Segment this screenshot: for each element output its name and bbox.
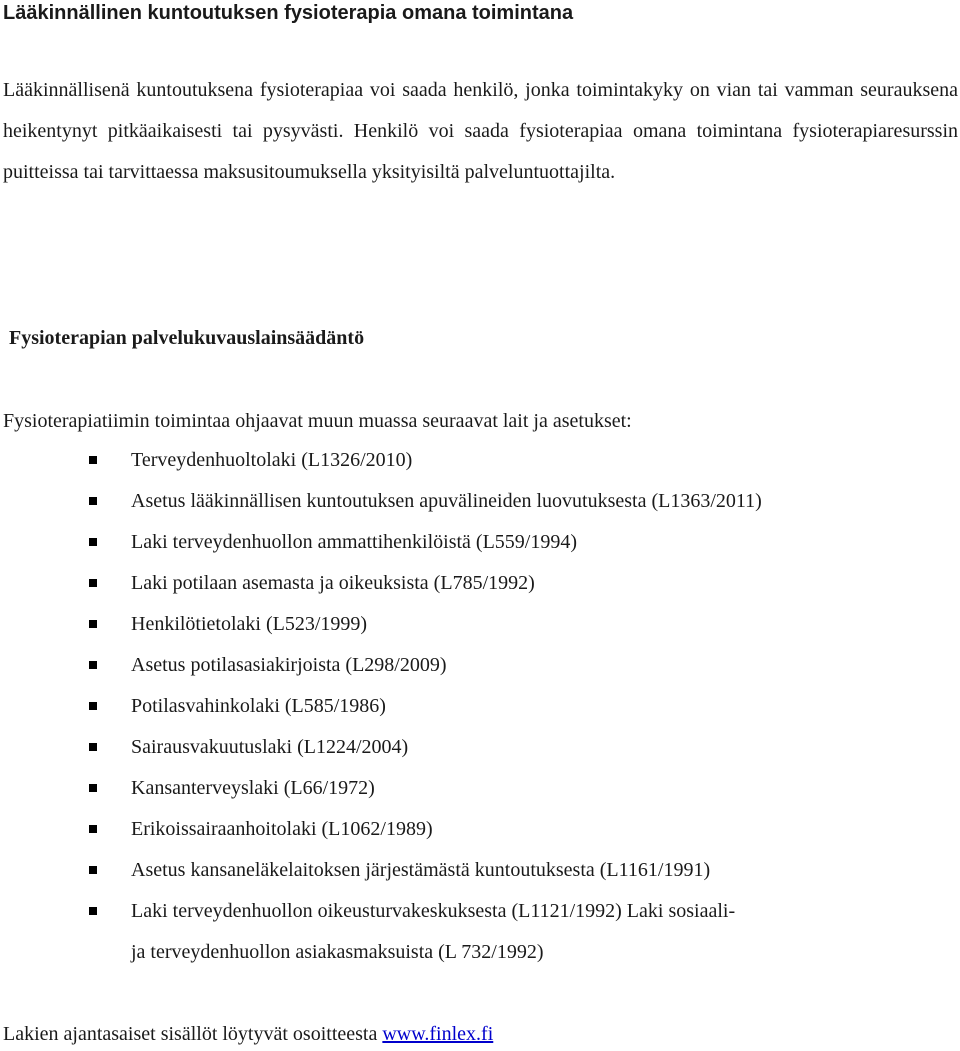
section-heading: Fysioterapian palvelukuvauslainsäädäntö [9,327,365,349]
law-name: Terveydenhuoltolaki (L1326/2010) [131,449,413,471]
intro-paragraph [3,70,958,193]
law-name: Laki potilaan asemasta ja oikeuksista (L785/1992) [131,572,535,594]
finlex-link[interactable]: www.finlex.fi [382,1023,494,1045]
square-bullet-icon [89,579,97,587]
footer-text: Lakien ajantasaiset sisällöt löytyvät osoitteesta [3,1023,383,1045]
law-list [0,447,762,973]
paragraph-line: omana toimintana fysioterapiaresurssin puitteissa tai tarvittaessa maksusitoumuksella yksityisiltä [3,120,959,183]
square-bullet-icon [89,907,97,915]
law-name: Asetus kansaneläkelaitoksen järjestämästä kuntoutuksesta (L1161/1991) [131,859,711,881]
square-bullet-icon [89,702,97,710]
list-item [0,447,762,488]
paragraph-line: Lääkinnällisenä kuntoutuksena fysioterapiaa voi saada henkilö, jonka toimintakyky on vian tai [3,79,778,101]
square-bullet-icon [89,825,97,833]
list-item [0,693,762,734]
law-name: Sairausvakuutuslaki (L1224/2004) [131,736,409,758]
list-item [0,570,762,611]
law-name: Kansanterveyslaki (L66/1972) [131,777,375,799]
law-name-line: Laki terveydenhuollon oikeusturvakeskuksesta (L1121/1992) Laki sosiaali- [131,900,736,922]
law-name: Asetus lääkinnällisen kuntoutuksen apuvälineiden luovutuksesta (L1363/2011) [131,490,762,512]
law-name: Potilasvahinkolaki (L585/1986) [131,695,386,717]
list-item [0,775,762,816]
square-bullet-icon [89,456,97,464]
law-name: Asetus potilasasiakirjoista (L298/2009) [131,654,447,676]
footer-note [3,1021,493,1047]
list-item [0,734,762,775]
list-item [0,652,762,693]
paragraph-line: vamman seurauksena heikentynyt pitkäaikaisesti tai pysyvästi. Henkilö voi saada fysioterapiaa [3,79,958,142]
square-bullet-icon [89,497,97,505]
paragraph-line: palveluntuottajilta. [464,161,616,183]
law-name [131,891,735,973]
law-name-line: ja terveydenhuollon asiakasmaksuista (L 732/1992) [131,941,544,963]
square-bullet-icon [89,620,97,628]
list-item [0,816,762,857]
square-bullet-icon [89,784,97,792]
law-name: Laki terveydenhuollon ammattihenkilöistä (L559/1994) [131,531,578,553]
law-name: Henkilötietolaki (L523/1999) [131,613,368,635]
square-bullet-icon [89,538,97,546]
square-bullet-icon [89,661,97,669]
square-bullet-icon [89,743,97,751]
page-title: Lääkinnällinen kuntoutuksen fysioterapia omana toimintana [3,2,574,24]
list-item [0,611,762,652]
square-bullet-icon [89,866,97,874]
list-item [0,891,762,973]
list-item [0,529,762,570]
law-list-intro: Fysioterapiatiimin toimintaa ohjaavat muun muassa seuraavat lait ja asetukset: [3,410,632,432]
law-name: Erikoissairaanhoitolaki (L1062/1989) [131,818,433,840]
list-item [0,488,762,529]
